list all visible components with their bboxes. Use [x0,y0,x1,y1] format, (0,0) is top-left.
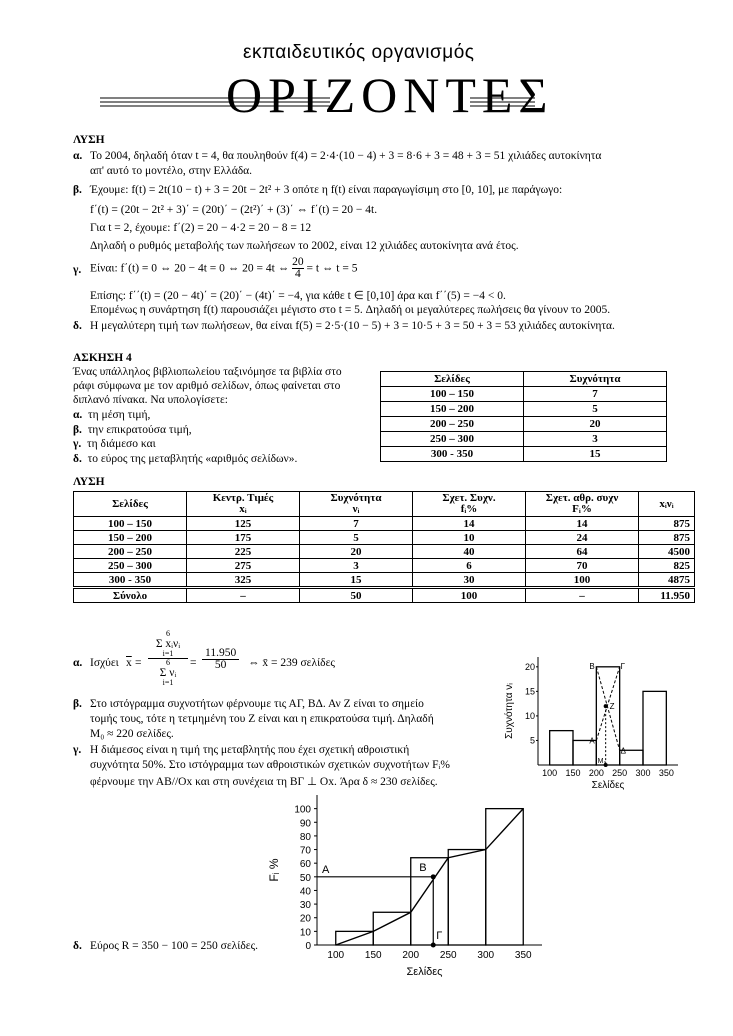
text-line: Επομένως η συνάρτηση f(t) παρουσιάζει μέγιστο στο t = 5. Δηλαδή οι μεγαλύτερες πωλήσεις θα γίνουν το 2005. [90,304,611,316]
mean-fraction: 11.950 50 [202,648,239,671]
text-line: συχνότητα 50%. Στο ιστόγραμμα των αθροιστικών σχετικών συχνοτήτων Fᵢ% [90,759,450,771]
equation-line [90,257,357,280]
frequency-histogram [500,640,685,790]
table-header: xᵢνᵢ [639,492,695,517]
construction-line-BD [596,667,619,750]
x-tick-label: 300 [635,768,651,778]
text-line: τομής τους, τότε η τετμημένη του Ζ είναι και η επικρατούσα τιμή. Δηλαδή [90,713,434,725]
label-A: Α [589,736,595,746]
point-B [431,874,436,879]
y-tick-label: 80 [299,831,311,843]
formula-prefix: Ισχύει [90,657,119,669]
x-tick-label: 150 [364,950,382,961]
table-header: Συχνότητα [524,372,667,387]
sum-fraction: 6 Σ xᵢνᵢ i=1 6 Σ νᵢ i=1 [148,630,188,687]
item-label: γ. [73,264,82,276]
y-tick-label: 40 [299,886,311,898]
text-line: απ' αυτό το μοντέλο, στην Ελλάδα. [90,165,253,177]
x-tick-label: 100 [542,768,558,778]
statistics-table [73,491,695,603]
x-axis-title: Σελίδες [591,780,625,790]
y-tick-label: 70 [299,845,311,857]
item-label: β. [73,184,82,196]
table-row: 200 – 250 225 20 40 64 4500 [74,545,695,559]
point-G [431,943,436,948]
y-tick-label: 15 [524,686,535,697]
point-Z [604,704,608,708]
item-label: δ. [73,940,82,952]
table-header: Συχνότητα νᵢ [300,492,413,517]
formula-result: ⇔ x̄ = 239 σελίδες [248,657,335,669]
x-tick-label: 250 [612,768,628,778]
histogram-bar [643,691,666,765]
solution-heading: ΛΥΣΗ [73,476,105,488]
label-B: Β [589,661,595,671]
formula-xbar: $\overline{x}$ [126,657,132,669]
label-D: Δ [620,746,627,756]
fraction [292,257,304,280]
table-row: 100 – 150 125 7 14 14 875 [74,517,695,531]
frequency-table [380,371,667,462]
item-label: α. [73,150,83,162]
table-header: Σχετ. Συχν. fᵢ% [413,492,526,517]
question-item: δ. το εύρος της μεταβλητής «αριθμός σελίδων». [73,452,298,465]
logo-text: ΟΡΙΖΟΝΤΕΣ [226,67,554,123]
cumulative-histogram [262,795,552,985]
table-row: 300 - 350 15 [381,447,667,462]
item-label: γ. [73,744,82,756]
x-tick-label: 200 [588,768,604,778]
equation-left: Είναι: f΄(t) = 0 ⇔ 20 − 4t = 0 ⇔ 20 = 4t ⇔ [90,262,290,275]
table-row: 150 – 200 175 5 10 24 875 [74,531,695,545]
histogram-bar [596,667,619,765]
table-header: Κεντρ. Τιμές xᵢ [187,492,300,517]
question-list [73,408,297,466]
table-row: 300 - 350 325 15 30 100 4875 [74,573,695,588]
intro-line: Ένας υπάλληλος βιβλιοπωλείου ταξινόμησε τα βιβλία στο [73,366,342,378]
table-total-row: Σύνολο – 50 100 – 11.950 [74,588,695,603]
y-tick-label: 30 [299,900,311,912]
y-tick-label: 10 [299,927,311,939]
org-subtitle: εκπαιδευτικός οργανισμός [243,42,475,63]
table-row: 200 – 250 20 [381,417,667,432]
item-label: α. [73,657,83,669]
question-item: β. την επικρατούσα τιμή, [73,423,192,436]
solution-heading: ΛΥΣΗ [73,134,105,146]
y-axis-title: Fᵢ % [267,858,281,882]
text-line: Στο ιστόγραμμα συχνοτήτων φέρνουμε τις ΑΓ, ΒΔ. Αν Ζ είναι το σημείο [90,698,424,710]
question-item: γ. τη διάμεσο και [73,438,156,450]
x-tick-label: 150 [565,768,581,778]
equation-right: = t ⇔ t = 5 [306,262,358,275]
fraction-denominator: 4 [294,268,301,280]
x-axis-title: Σελίδες [406,966,443,978]
y-tick-label: 50 [299,872,311,884]
intro-line: διπλανό πίνακα. Να υπολογίσετε: [73,394,228,406]
table-row: 100 – 150 7 [381,387,667,402]
x-tick-label: 350 [514,950,532,961]
y-tick-label: 5 [529,735,535,746]
x-tick-label: 100 [327,950,345,961]
table-row: 250 – 300 3 [381,432,667,447]
item-label: δ. [73,320,82,332]
x-tick-label: 200 [402,950,420,961]
intro-line: ράφι σύμφωνα με τον αριθμό σελίδων, όπως φαίνεται στο [73,380,341,392]
label-A: Α [322,863,330,876]
text-line: Για t = 2, έχουμε: f΄(2) = 20 − 4·2 = 20 − 8 = 12 [90,222,312,234]
label-G: Γ [620,661,626,671]
text-line: Έχουμε: f(t) = 2t(10 − t) + 3 = 20t − 2t² + 3 οπότε η f(t) είναι παραγωγίσιμη στο [0, 10], με παράγωγο: [90,184,563,196]
x-tick-label: 300 [477,950,495,961]
histogram-bar [550,731,573,765]
text-line: Το 2004, δηλαδή όταν t = 4, θα πουληθούν f(4) = 2·4·(10 − 4) + 3 = 8·6 + 3 = 48 + 3 = 51 χιλιάδες αυτοκίνητα [90,150,602,162]
text-line: f΄(t) = (20t − 2t² + 3)΄ = (20t)΄ − (2t²)΄ + (3)΄ ⇔ f΄(t) = 20 − 4t. [90,204,378,216]
y-tick-label: 0 [305,941,311,952]
y-tick-label: 20 [299,913,311,925]
y-tick-label: 60 [299,859,311,871]
text-line: M₀ ≈ 220 σελίδες. [90,728,174,740]
text-line: Δηλαδή ο ρυθμός μεταβολής των πωλήσεων το 2002, είναι 12 χιλιάδες αυτοκίνητα ανά έτος. [90,240,519,252]
table-header: Σελίδες [74,492,187,517]
y-tick-label: 20 [524,661,535,672]
fraction-numerator: 20 [292,256,304,268]
y-tick-label: 10 [524,710,535,721]
label-G: Γ [436,930,443,942]
table-row: 250 – 300 275 3 6 70 825 [74,559,695,573]
table-header: Σελίδες [381,372,524,387]
y-tick-label: 90 [299,818,311,830]
label-M0: M₀ [597,758,607,765]
exercise-heading: ΑΣΚΗΣΗ 4 [73,352,132,364]
text-line: Η διάμεσος είναι η τιμή της μεταβλητής που έχει σχετική αθροιστική [90,744,410,756]
label-Z: Ζ [609,702,615,712]
text-line: Εύρος R = 350 − 100 = 250 σελίδες. [90,940,259,952]
table-header: Σχετ. αθρ. συχν Fᵢ% [526,492,639,517]
text-line: Επίσης: f΄΄(t) = (20 − 4t)΄ = (20)΄ − (4t)΄ = −4, για κάθε t ∈ [0,10] άρα και f΄΄(5) = −4 < 0. [90,290,506,302]
y-axis-title: Συχνότητα νᵢ [504,683,515,739]
table-row: 150 – 200 5 [381,402,667,417]
item-label: β. [73,698,82,710]
x-tick-label: 350 [658,768,674,778]
histogram-bar [448,850,486,945]
text-line: Η μεγαλύτερη τιμή των πωλήσεων, θα είναι f(5) = 2·5·(10 − 5) + 3 = 10·5 + 3 = 50 + 3 = 53 χιλιάδες αυτοκίνητα. [90,320,615,332]
question-item: α. τη μέση τιμή, [73,409,151,421]
text-line: φέρνουμε την ΑΒ//Οx και στη συνέχεια τη ΒΓ ⊥ Οx. Άρα δ ≈ 230 σελίδες. [90,776,438,788]
label-B: Β [419,861,427,874]
y-tick-label: 100 [294,804,311,816]
histogram-bar [411,858,449,945]
x-tick-label: 250 [439,950,457,961]
